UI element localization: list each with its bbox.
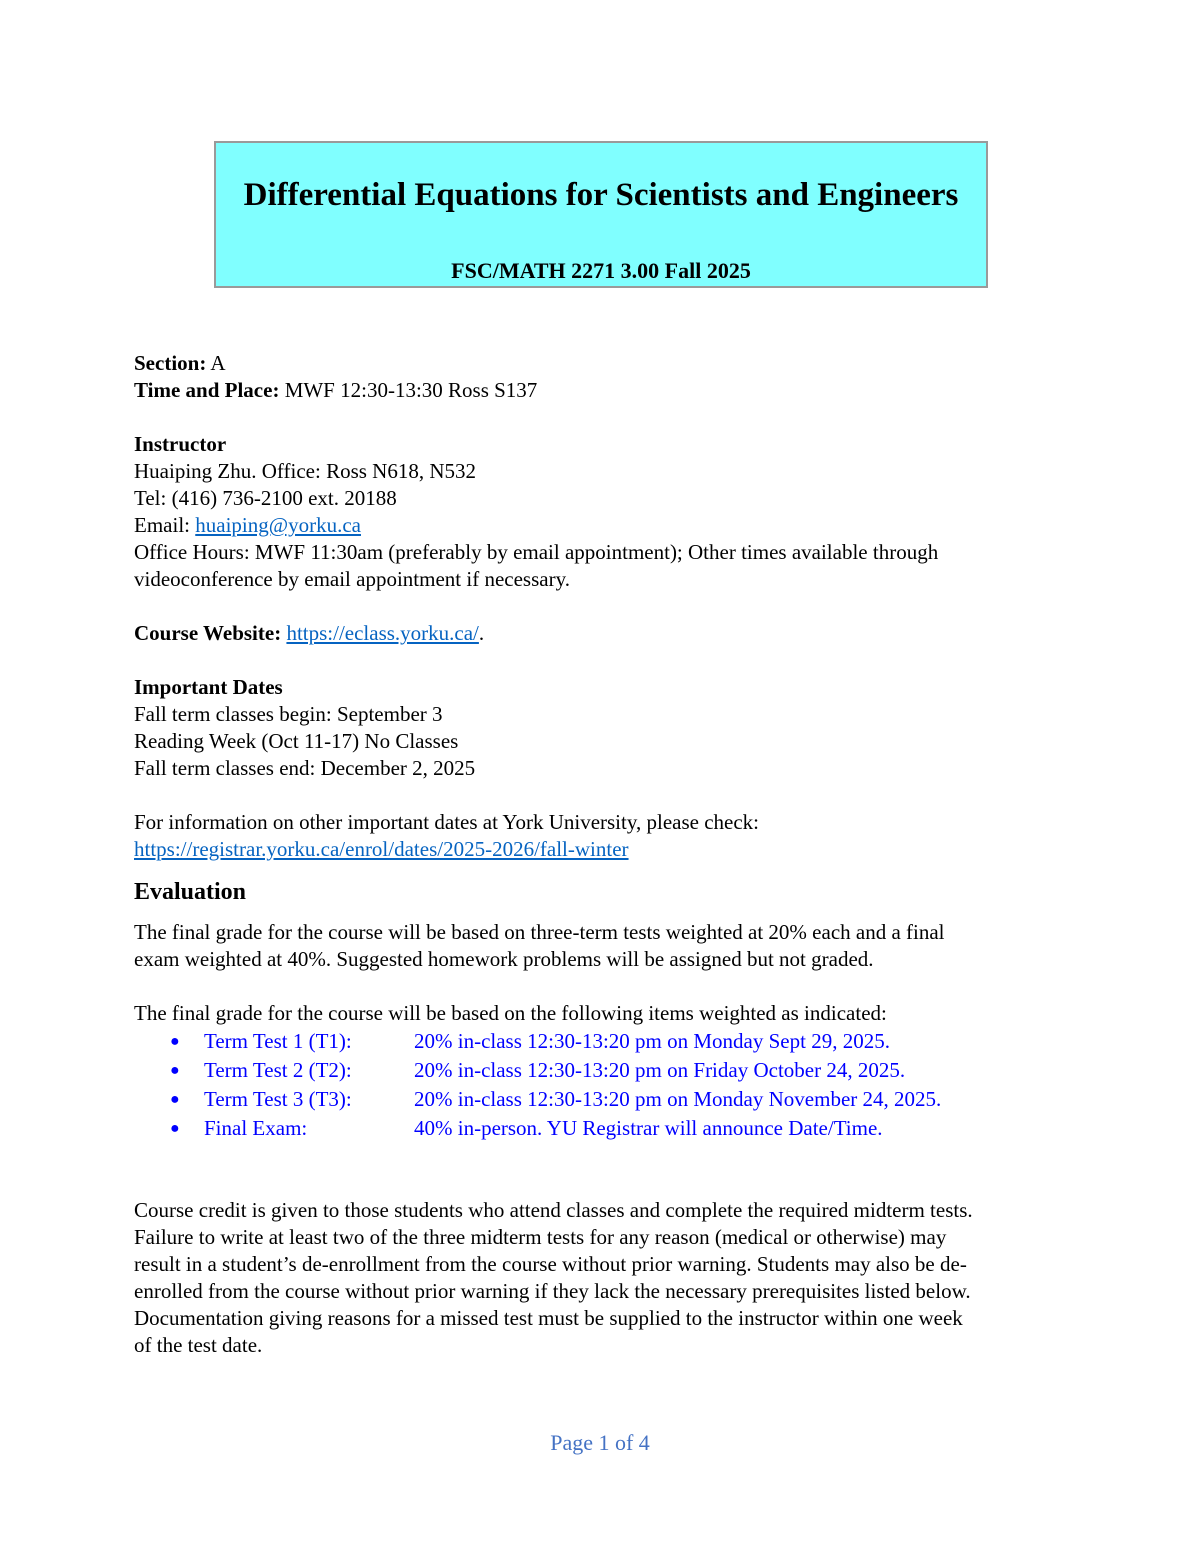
website-link[interactable]: https://eclass.yorku.ca/ [286,621,479,645]
time-place-label: Time and Place: [134,378,280,402]
evaluation-item [134,1085,1084,1114]
dates-info-line [134,836,1084,863]
date-item: Fall term classes begin: September 3 [134,702,443,726]
section-label: Section: [134,351,207,375]
course-title: Differential Equations for Scientists and Engineers [243,177,959,213]
website-trailing: . [478,621,485,645]
instructor-tel: Tel: (416) 736-2100 ext. 20188 [134,486,397,510]
evaluation-para-line-1: The final grade for the course will be based on three-term tests weighted at 20% each and a final [134,920,945,944]
section-value: A [206,351,226,375]
email-link[interactable]: huaiping@yorku.ca [195,513,361,537]
instructor-name-office: Huaiping Zhu. Office: Ross N618, N532 [134,459,476,483]
office-hours-line-1: Office Hours: MWF 11:30am (preferably by email appointment); Other times available through [134,540,939,564]
credit-para-line: result in a student’s de-enrollment from the course without prior warning. Students may also be de- [134,1252,967,1276]
evaluation-item [134,1027,1084,1056]
evaluation-list [134,1027,1084,1143]
course-code: FSC/MATH 2271 3.00 Fall 2025 [451,258,751,283]
syllabus-content [134,350,1084,1359]
date-item: Fall term classes end: December 2, 2025 [134,756,476,780]
evaluation-item-name: Final Exam: [204,1116,308,1140]
website-label: Course Website: [134,621,282,645]
bullet-icon: ● [170,1033,180,1050]
dates-info-text: For information on other important dates at York University, please check: [134,810,760,834]
credit-para-line: enrolled from the course without prior warning if they lack the necessary prerequisites listed below. [134,1279,971,1303]
email-label: Email: [134,513,196,537]
bullet-icon: ● [170,1062,180,1079]
evaluation-item-desc: 20% in-class 12:30-13:20 pm on Monday Sept 29, 2025. [414,1029,890,1053]
evaluation-item-desc: 20% in-class 12:30-13:20 pm on Monday November 24, 2025. [414,1087,942,1111]
page-number: Page 1 of 4 [550,1430,650,1455]
section-line [134,350,1084,377]
evaluation-item [134,1114,1084,1143]
instructor-email-line [134,512,1084,539]
bullet-icon: ● [170,1120,180,1137]
evaluation-para-line-2: exam weighted at 40%. Suggested homework problems will be assigned but not graded. [134,947,874,971]
time-place-value: MWF 12:30-13:30 Ross S137 [279,378,538,402]
office-hours-line-2: videoconference by email appointment if necessary. [134,567,570,591]
credit-para-line: of the test date. [134,1333,263,1357]
important-dates-heading: Important Dates [134,675,283,699]
evaluation-item-desc: 40% in-person. YU Registrar will announce Date/Time. [414,1116,883,1140]
course-title-box [214,141,988,288]
credit-para-line: Documentation giving reasons for a missed test must be supplied to the instructor within one week [134,1306,963,1330]
bullet-icon: ● [170,1091,180,1108]
evaluation-item-name: Term Test 3 (T3): [204,1087,352,1111]
evaluation-item-name: Term Test 1 (T1): [204,1029,352,1053]
registrar-dates-link[interactable]: https://registrar.yorku.ca/enrol/dates/2025-2026/fall-winter [134,837,629,861]
credit-para-line: Course credit is given to those students who attend classes and complete the required midterm tests. [134,1198,973,1222]
evaluation-item-desc: 20% in-class 12:30-13:20 pm on Friday October 24, 2025. [414,1058,906,1082]
evaluation-heading: Evaluation [134,879,247,905]
course-website-line [134,620,1084,647]
evaluation-item [134,1056,1084,1085]
evaluation-item-name: Term Test 2 (T2): [204,1058,352,1082]
time-place-line [134,377,1084,404]
credit-para-line: Failure to write at least two of the three midterm tests for any reason (medical or otherwise) may [134,1225,947,1249]
instructor-heading: Instructor [134,432,227,456]
date-item: Reading Week (Oct 11-17) No Classes [134,729,459,753]
evaluation-intro: The final grade for the course will be based on the following items weighted as indicated: [134,1001,887,1025]
